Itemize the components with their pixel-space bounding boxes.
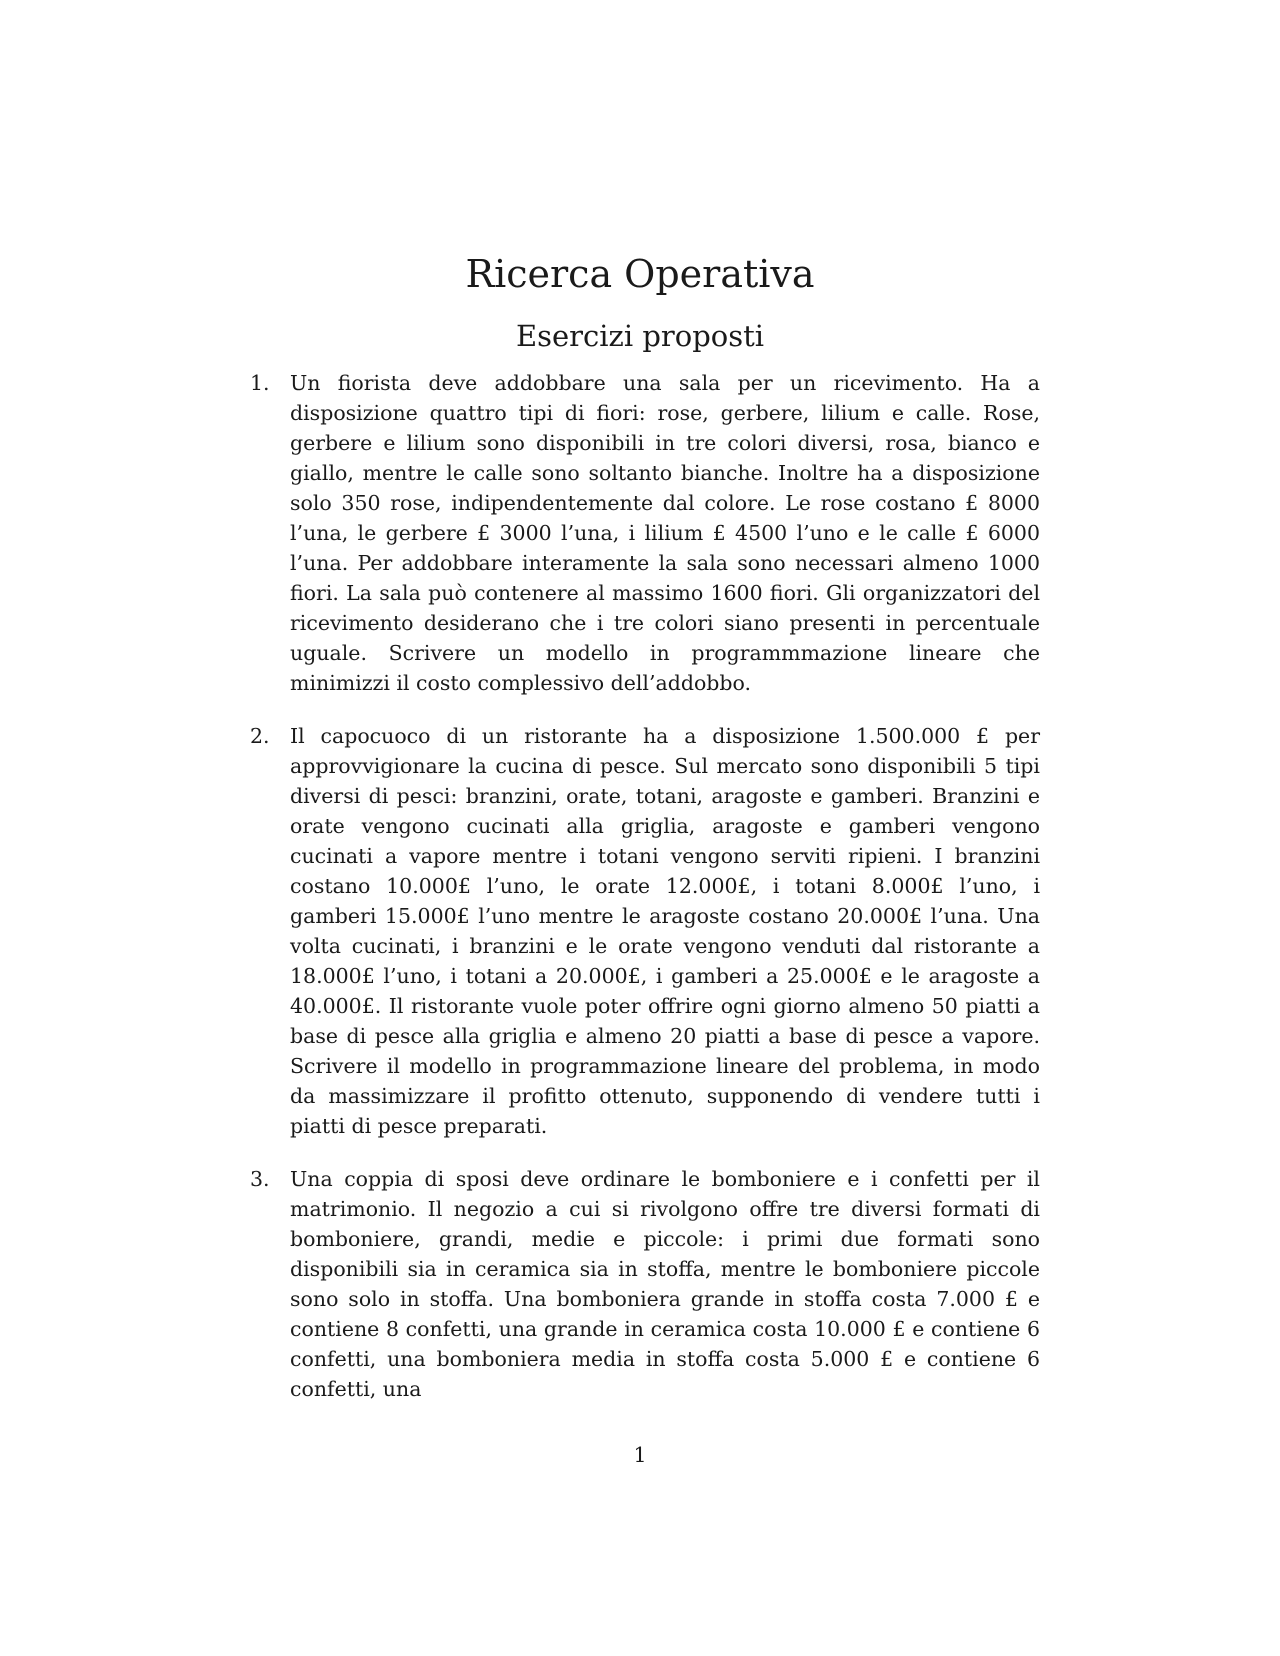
exercise-item (250, 1164, 1040, 1404)
exercise-text: Una coppia di sposi deve ordinare le bomboniere e i confetti per il matrimonio. Il negozio a cui si rivolgono offre tre diversi formati di bomboniere, grandi, medie e piccole: i primi due formati sono disponibili sia in ceramica sia in stoffa, mentre le bomboniere piccole sono solo in stoffa. Una bomboniera grande in stoffa costa 7.000 £ e contiene 8 confetti, una grande in ceramica costa 10.000 £ e contiene 6 confetti, una bomboniera media in stoffa costa 5.000 £ e contiene 6 confetti, una (290, 1167, 1040, 1401)
exercise-number: 1. (250, 371, 270, 395)
exercise-item (250, 368, 1040, 698)
exercise-item (250, 721, 1040, 1141)
document-subtitle: Esercizi proposti (515, 319, 765, 353)
page-number: 1 (633, 1443, 647, 1467)
exercise-text: Un fiorista deve addobbare una sala per un ricevimento. Ha a disposizione quattro tipi di fiori: rose, gerbere, lilium e calle. Rose, gerbere e lilium sono disponibili in tre colori diversi, rosa, bianco e giallo, mentre le calle sono soltanto bianche. Inoltre ha a disposizione solo 350 rose, indipendentemente dal colore. Le rose costano £ 8000 l’una, le gerbere £ 3000 l’una, i lilium £ 4500 l’uno e le calle £ 6000 l’una. Per addobbare interamente la sala sono necessari almeno 1000 fiori. La sala può contenere al massimo 1600 fiori. Gli organizzatori del ricevimento desiderano che i tre colori siano presenti in percentuale uguale. Scrivere un modello in programmmazione lineare che minimizzi il costo complessivo dell’addobbo. (290, 371, 1040, 695)
exercise-text: Il capocuoco di un ristorante ha a disposizione 1.500.000 £ per approvvigionare la cucina di pesce. Sul mercato sono disponibili 5 tipi diversi di pesci: branzini, orate, totani, aragoste e gamberi. Branzini e orate vengono cucinati alla griglia, aragoste e gamberi vengono cucinati a vapore mentre i totani vengono serviti ripieni. I branzini costano 10.000£ l’uno, le orate 12.000£, i totani 8.000£ l’uno, i gamberi 15.000£ l’uno mentre le aragoste costano 20.000£ l’una. Una volta cucinati, i branzini e le orate vengono venduti dal ristorante a 18.000£ l’uno, i totani a 20.000£, i gamberi a 25.000£ e le aragoste a 40.000£. Il ristorante vuole poter offrire ogni giorno almeno 50 piatti a base di pesce alla griglia e almeno 20 piatti a base di pesce a vapore. Scrivere il modello in programmazione lineare del problema, in modo da massimizzare il profitto ottenuto, supponendo di vendere tutti i piatti di pesce preparati. (290, 724, 1040, 1138)
exercise-list (250, 368, 1040, 1427)
exercise-number: 2. (250, 724, 270, 748)
document-title: Ricerca Operativa (465, 252, 815, 296)
exercise-number: 3. (250, 1167, 270, 1191)
